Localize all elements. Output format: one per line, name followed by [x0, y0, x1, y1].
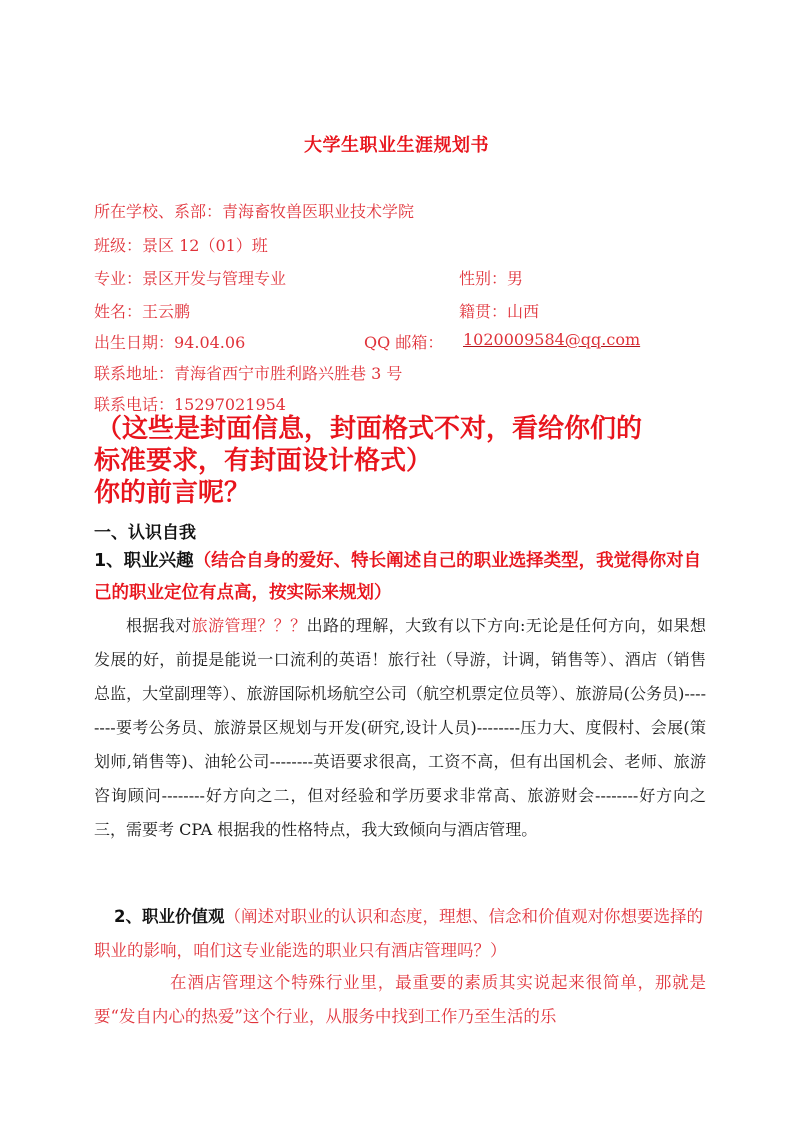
para-text: 出路的理解，大致有以下方向:无论是任何方向，如果想发展的好，前提是能说一口流利的英语！旅行社（导游，计调，销售等）、酒店（销售总监，大堂副理等）、旅游国际机场航空公司（航空机票定位员等）、旅游局(公务员)--------要考公务员、旅游景区规划与开发(研究,设计人员)--------压力大、度假村、会展(策划师,销售等)、油轮公司--------英语要求很高，工资不高，但有出国机会、老师、旅游咨询顾问--------好方向之二，但对经验和学历要求非常高、旅游财会--------好方向之三，需要考 CPA 根据我的性格特点，我大致倾向与酒店管理。	[94, 616, 706, 839]
subsection-career-interest	[94, 545, 714, 609]
address-field: 联系地址：青海省西宁市胜利路兴胜巷 3 号	[94, 364, 403, 383]
name-field: 姓名：王云鹏	[94, 302, 191, 321]
subsection-label: 1、职业兴趣	[94, 551, 194, 571]
school-field: 所在学校、系部：青海畜牧兽医职业技术学院	[94, 202, 415, 221]
phone-field: 联系电话：15297021954	[94, 395, 286, 414]
major-field: 专业：景区开发与管理专业	[94, 269, 287, 288]
qq-email-link[interactable]	[463, 330, 640, 349]
section-heading-know-yourself: 一、认识自我	[94, 523, 196, 543]
gender-field: 性别：男	[459, 269, 524, 288]
reviewer-comment: （阐述对职业的认识和态度，理想、信念和价值观对你想要选择的职业的影响，咱们这专业能选的职业只有酒店管理吗？）	[94, 907, 703, 960]
qq-email-text[interactable]: 1020009584@qq.com	[463, 330, 641, 349]
preface-comment: 你的前言呢？	[94, 478, 251, 508]
reviewer-comment: （结合自身的爱好、特长阐述自己的职业选择类型，我觉得你对自己的职业定位有点高，按实际来规划）	[94, 551, 702, 603]
subsection-label: 2、职业价值观	[114, 907, 225, 926]
para-text: 根据我对	[126, 616, 192, 635]
highlighted-text: 旅游管理？？？	[191, 616, 307, 635]
cover-comment-line1: （这些是封面信息，封面格式不对，看给你们的	[96, 414, 643, 444]
qq-label: QQ 邮箱：	[364, 333, 444, 352]
subsection-career-values	[94, 900, 706, 968]
career-values-paragraph: 在酒店管理这个特殊行业里，最重要的素质其实说起来很简单，那就是要“发自内心的热爱”这个行业，从服务中找到工作乃至生活的乐	[94, 973, 706, 1026]
hometown-field: 籍贯：山西	[459, 302, 540, 321]
birth-field: 出生日期：94.04.06	[94, 333, 246, 352]
class-field: 班级：景区 12（01）班	[94, 236, 268, 255]
cover-comment-line2: 标准要求，有封面设计格式）	[94, 446, 433, 476]
document-title: 大学生职业生涯规划书	[304, 135, 489, 156]
career-interest-paragraph	[94, 609, 706, 847]
